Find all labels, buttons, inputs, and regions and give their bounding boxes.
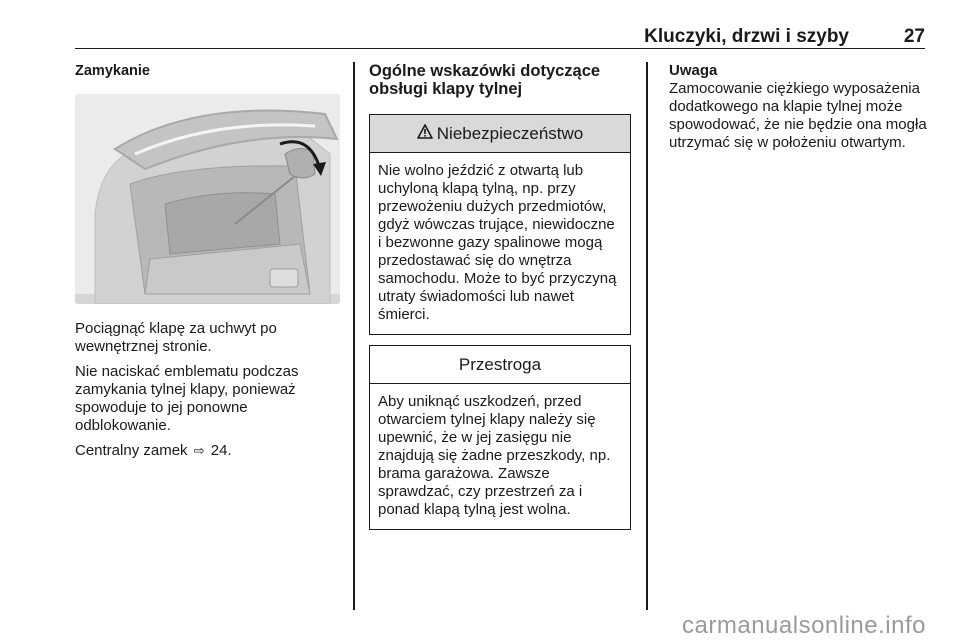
chapter-title: Kluczyki, drzwi i szyby	[644, 26, 849, 47]
cross-reference	[75, 442, 340, 460]
middle-column	[369, 62, 631, 540]
note-title: Uwaga	[669, 62, 718, 79]
note-text: Zamocowanie ciężkiego wyposażenia dodatkowego na klapie tylnej może spowodować, że nie będzie ona mogła utrzymać się w położeniu otwartym.	[669, 80, 927, 151]
caution-box	[369, 345, 631, 530]
column-divider	[353, 62, 355, 610]
caution-text: Aby uniknąć uszkodzeń, przed otwarciem tylnej klapy należy się upewnić, że w jej zasięgu nie znajdują się żadne przeszkody, np. brama garażowa. Zawsze sprawdzać, czy przestrzeń za i ponad klapą tylną jest wolna.	[378, 393, 611, 518]
danger-text: Nie wolno jeździć z otwartą lub uchyloną klapą tylną, np. przy przewożeniu dużych przedmiotów, gdyż wówczas trujące, niewidoczne i bezwonne gazy spalinowe mogą przedostawać się do wnętrza samochodu. Może to być przyczyną utraty świadomości lub nawet śmierci.	[378, 162, 617, 323]
danger-box-header	[370, 115, 630, 153]
column-divider	[646, 62, 648, 610]
danger-box	[369, 114, 631, 335]
danger-title: Niebezpieczeństwo	[436, 123, 584, 143]
danger-box-body	[370, 153, 630, 334]
paragraph: Nie naciskać emblematu podczas zamykania tylnej klapy, ponieważ spowoduje to jej ponowne odblokowanie.	[75, 363, 299, 434]
section-heading-tailgate: Ogólne wskazówki dotyczące obsługi klapy tylnej	[369, 62, 601, 98]
right-column	[669, 62, 929, 159]
paragraph: Pociągnąć klapę za uchwyt po wewnętrznej stronie.	[75, 320, 277, 355]
cross-reference-page: 24.	[210, 442, 232, 459]
caution-title: Przestroga	[458, 354, 542, 374]
car-trunk-closing-illustration	[75, 94, 340, 304]
arrow-right-icon: ⇨	[193, 443, 205, 458]
page-header	[75, 0, 925, 49]
caution-box-body	[370, 384, 630, 529]
section-heading-closing: Zamykanie	[75, 63, 150, 79]
page-number: 27	[903, 26, 925, 47]
caution-box-header	[370, 346, 630, 384]
warning-triangle-icon	[417, 124, 433, 144]
left-column	[75, 62, 340, 467]
watermark-text: carmanualsonline.info	[682, 612, 926, 639]
cross-reference-text: Centralny zamek	[75, 442, 188, 459]
